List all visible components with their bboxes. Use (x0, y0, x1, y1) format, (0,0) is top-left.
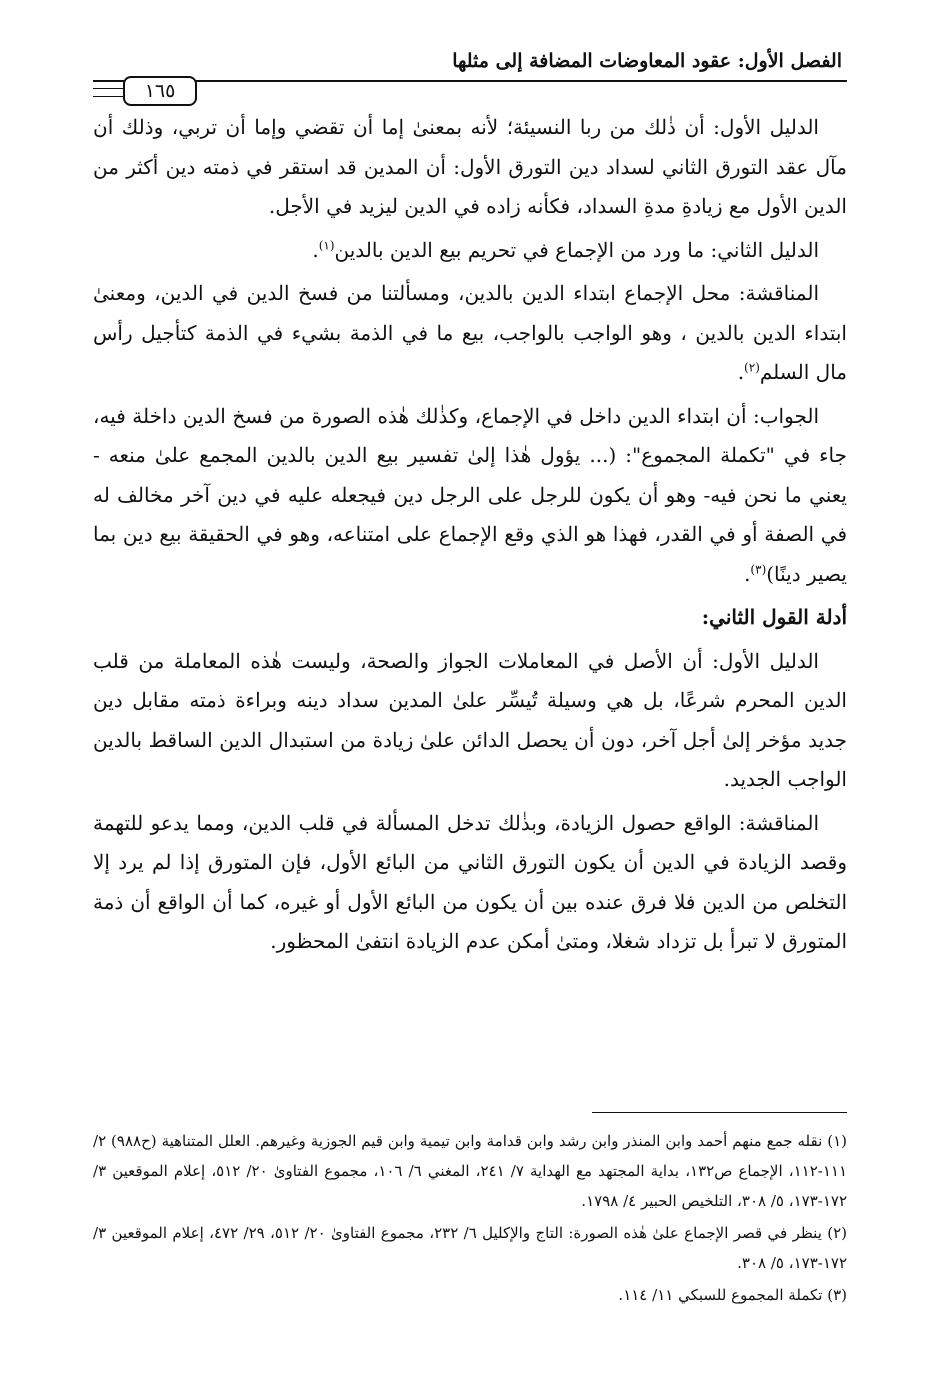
footnote-2: (٢) ينظر في قصر الإجماع علىٰ هٰذه الصورة: التاج والإكليل ٦/ ٢٣٢، مجموع الفتاوىٰ ٢٠/ ٥١٢، ٢٩/ ٤٧٢، إعلام الموقعين ٣/ ١٧٢-١٧٣، ٥/ ٣٠٨. (93, 1224, 848, 1272)
footnote-3: (٣) تكملة المجموع للسبكي ١١/ ١١٤. (618, 1286, 847, 1304)
paragraph-second-opinion-evidence: الدليل الأول: أن الأصل في المعاملات الجواز والصحة، وليست هٰذه المعاملة من قلب الدين المحرم شرعًا، بل هي وسيلة تُيسِّر علىٰ المدين سداد دينه وبراءة ذمته مقابل دين جديد مؤخر إلىٰ أجل آخر، دون أن يحصل الدائن علىٰ زيادة من استبدال الدين الساقط بالدين الواجب الجديد. (93, 648, 847, 791)
paragraph-end: . (737, 360, 745, 384)
paragraph-discussion-2: المناقشة: الواقع حصول الزيادة، وبذٰلك تدخل المسألة في قلب الدين، ومما يدعو للتهمة وقصد الزيادة في الدين أن يكون التورق الثاني من البائع الأول، فإن المتورق إذا لم يرد إلا التخلص من الدين فلا فرق عنده بين أن يكون من البائع الأول أو غيره، كما أن الواقع أن ذمة المتورق لا تبرأ بل تزداد شغلا، ومتىٰ أمكن عدم الزيادة انتفىٰ المحظور. (93, 810, 847, 953)
header-rule-left-1 (93, 88, 123, 89)
paragraph-end: . (744, 561, 751, 586)
footnote-ref-2: (٢) (744, 360, 760, 375)
paragraph-text: الدليل الثاني: ما ورد من الإجماع في تحريم بيع الدين بالدين (334, 237, 819, 262)
footnote-1: (١) نقله جمع منهم أحمد وابن المنذر وابن رشد وابن قدامة وابن تيمية وابن قيم الجوزية وغيرهم. العلل المتناهية (ح٩٨٨) ٢/ ١١١-١١٢، الإجماع ص١٣٢، بداية المجتهد مع الهداية ٧/ ٢٤١، المغني ٦/ ١٠٦، مجموع الفتاوىٰ ٢٠/ ٥١٢، إعلام الموقعين ٣/ ١٧٢-١٧٣، ٥/ ٣٠٨، التلخيص الحبير ٤/ ١٧٩٨. (93, 1132, 848, 1210)
paragraph-discussion-1 (93, 274, 847, 393)
footnote-ref-3: (٣) (750, 561, 767, 576)
footnotes (93, 1126, 847, 1312)
section-heading: أدلة القول الثاني: (701, 605, 847, 629)
running-header: الفصل الأول: عقود المعاوضات المضافة إلى مثلها (452, 50, 842, 72)
paragraph-text: الجواب: أن ابتداء الدين داخل في الإجماع، وكذٰلك هٰذه الصورة من فسخ الدين داخلة فيه، جاء في "تكملة المجموع": (... يؤول هٰذا إلىٰ تفسير بيع الدين بالدين المجمع علىٰ منعه - يعني ما نحن فيه- وهو أن يكون للرجل على الرجل دين فيجعله عليه في دين آخر مخالف له في الصفة أو في القدر، فهذا هو الذي وقع الإجماع على امتناعه، وهو في الحقيقة بيع دين بما يصير دينًا) (93, 403, 848, 586)
page-number: ١٦٥ (123, 76, 197, 106)
paragraph-answer (93, 397, 847, 595)
paragraph-end: . (312, 237, 319, 262)
main-text (93, 108, 847, 966)
header-rule-left-2 (93, 96, 123, 97)
paragraph-second-evidence (93, 231, 847, 271)
paragraph-text: المناقشة: محل الإجماع ابتداء الدين بالدين، ومسألتنا من فسخ الدين في الدين، ومعنىٰ ابتداء الدين بالدين ، وهو الواجب بالواجب، بيع ما في الذمة بشيء في الذمة كتأجيل رأس مال السلم (93, 281, 847, 384)
paragraph-first-evidence: الدليل الأول: أن ذٰلك من ربا النسيئة؛ لأنه بمعنىٰ إما أن تقضي وإما أن تربي، وذلك أن مآل عقد التورق الثاني لسداد دين التورق الأول: أن المدين قد استقر في ذمته دين أكثر من الدين الأول مع زيادةِ مدةِ السداد، فكأنه زاده في الدين ليزيد في الأجل. (93, 115, 847, 218)
footnote-separator (592, 1112, 847, 1113)
footnote-ref-1: (١) (318, 237, 335, 252)
header-rule (93, 80, 847, 82)
